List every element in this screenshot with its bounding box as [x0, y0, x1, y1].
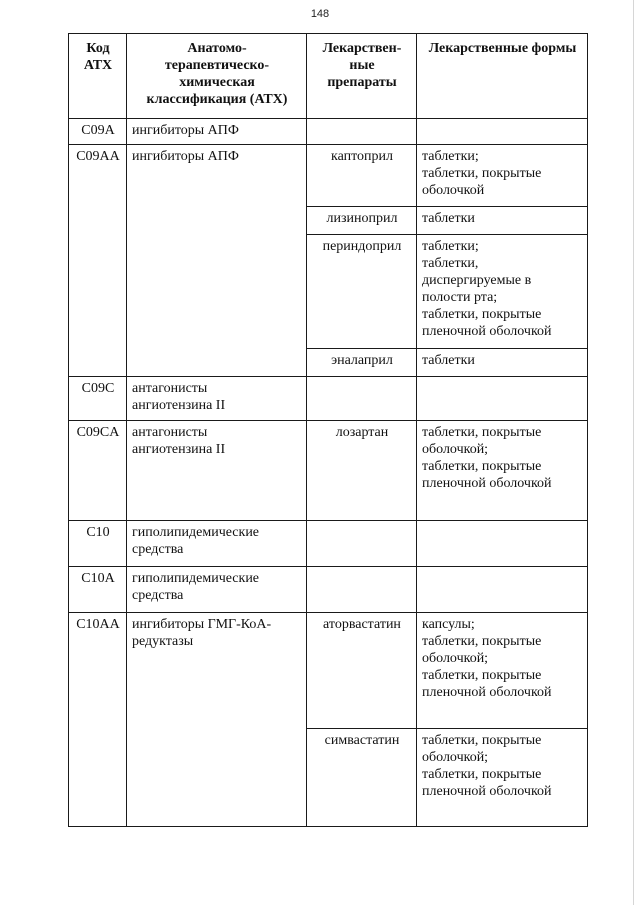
drug-name: [307, 567, 417, 613]
drug-name: симвастатин: [307, 729, 417, 827]
atx-code: C09A: [69, 119, 127, 145]
atx-code: C10: [69, 521, 127, 567]
table-row: [69, 421, 588, 521]
atx-code: C09CA: [69, 421, 127, 521]
drug-name: периндоприл: [307, 235, 417, 349]
header-classification: Анатомо- терапевтическо- химическая классификация (АТХ): [127, 34, 307, 119]
drug-name: каптоприл: [307, 145, 417, 207]
atx-table: [68, 33, 588, 827]
dosage-forms: таблетки, покрытые оболочкой; таблетки, покрытые пленочной оболочкой: [417, 729, 588, 827]
atx-group: ингибиторы ГМГ-КоА- редуктазы: [127, 613, 307, 827]
dosage-forms: [417, 377, 588, 421]
dosage-forms: [417, 521, 588, 567]
atx-group: антагонисты ангиотензина II: [127, 421, 307, 521]
atx-group: ингибиторы АПФ: [127, 145, 307, 377]
dosage-forms: таблетки; таблетки, диспергируемые в полости рта; таблетки, покрытые пленочной оболочкой: [417, 235, 588, 349]
header-code: Код АТХ: [69, 34, 127, 119]
header-forms: Лекарственные формы: [417, 34, 588, 119]
atx-group: гиполипидемические средства: [127, 521, 307, 567]
dosage-forms: таблетки: [417, 349, 588, 377]
drug-name: аторвастатин: [307, 613, 417, 729]
atx-group: гиполипидемические средства: [127, 567, 307, 613]
dosage-forms: таблетки: [417, 207, 588, 235]
drug-name: лозартан: [307, 421, 417, 521]
dosage-forms: таблетки; таблетки, покрытые оболочкой: [417, 145, 588, 207]
atx-code: C09C: [69, 377, 127, 421]
drug-name: лизиноприл: [307, 207, 417, 235]
table-row: [69, 377, 588, 421]
drug-name: эналаприл: [307, 349, 417, 377]
dosage-forms: капсулы; таблетки, покрытые оболочкой; таблетки, покрытые пленочной оболочкой: [417, 613, 588, 729]
table-row: [69, 521, 588, 567]
dosage-forms: [417, 567, 588, 613]
page-number: 148: [310, 8, 330, 20]
atx-code: C10A: [69, 567, 127, 613]
header-drugs: Лекарствен- ные препараты: [307, 34, 417, 119]
drug-name: [307, 521, 417, 567]
atx-code: C09AA: [69, 145, 127, 377]
table-row: [69, 145, 588, 207]
table-row: [69, 613, 588, 729]
atx-group: ингибиторы АПФ: [127, 119, 307, 145]
atx-code: C10AA: [69, 613, 127, 827]
dosage-forms: таблетки, покрытые оболочкой; таблетки, покрытые пленочной оболочкой: [417, 421, 588, 521]
table-row: [69, 119, 588, 145]
atx-group: антагонисты ангиотензина II: [127, 377, 307, 421]
table-header-row: [69, 34, 588, 119]
table-row: [69, 567, 588, 613]
scan-edge-line: [633, 0, 634, 905]
drug-name: [307, 119, 417, 145]
dosage-forms: [417, 119, 588, 145]
drug-name: [307, 377, 417, 421]
